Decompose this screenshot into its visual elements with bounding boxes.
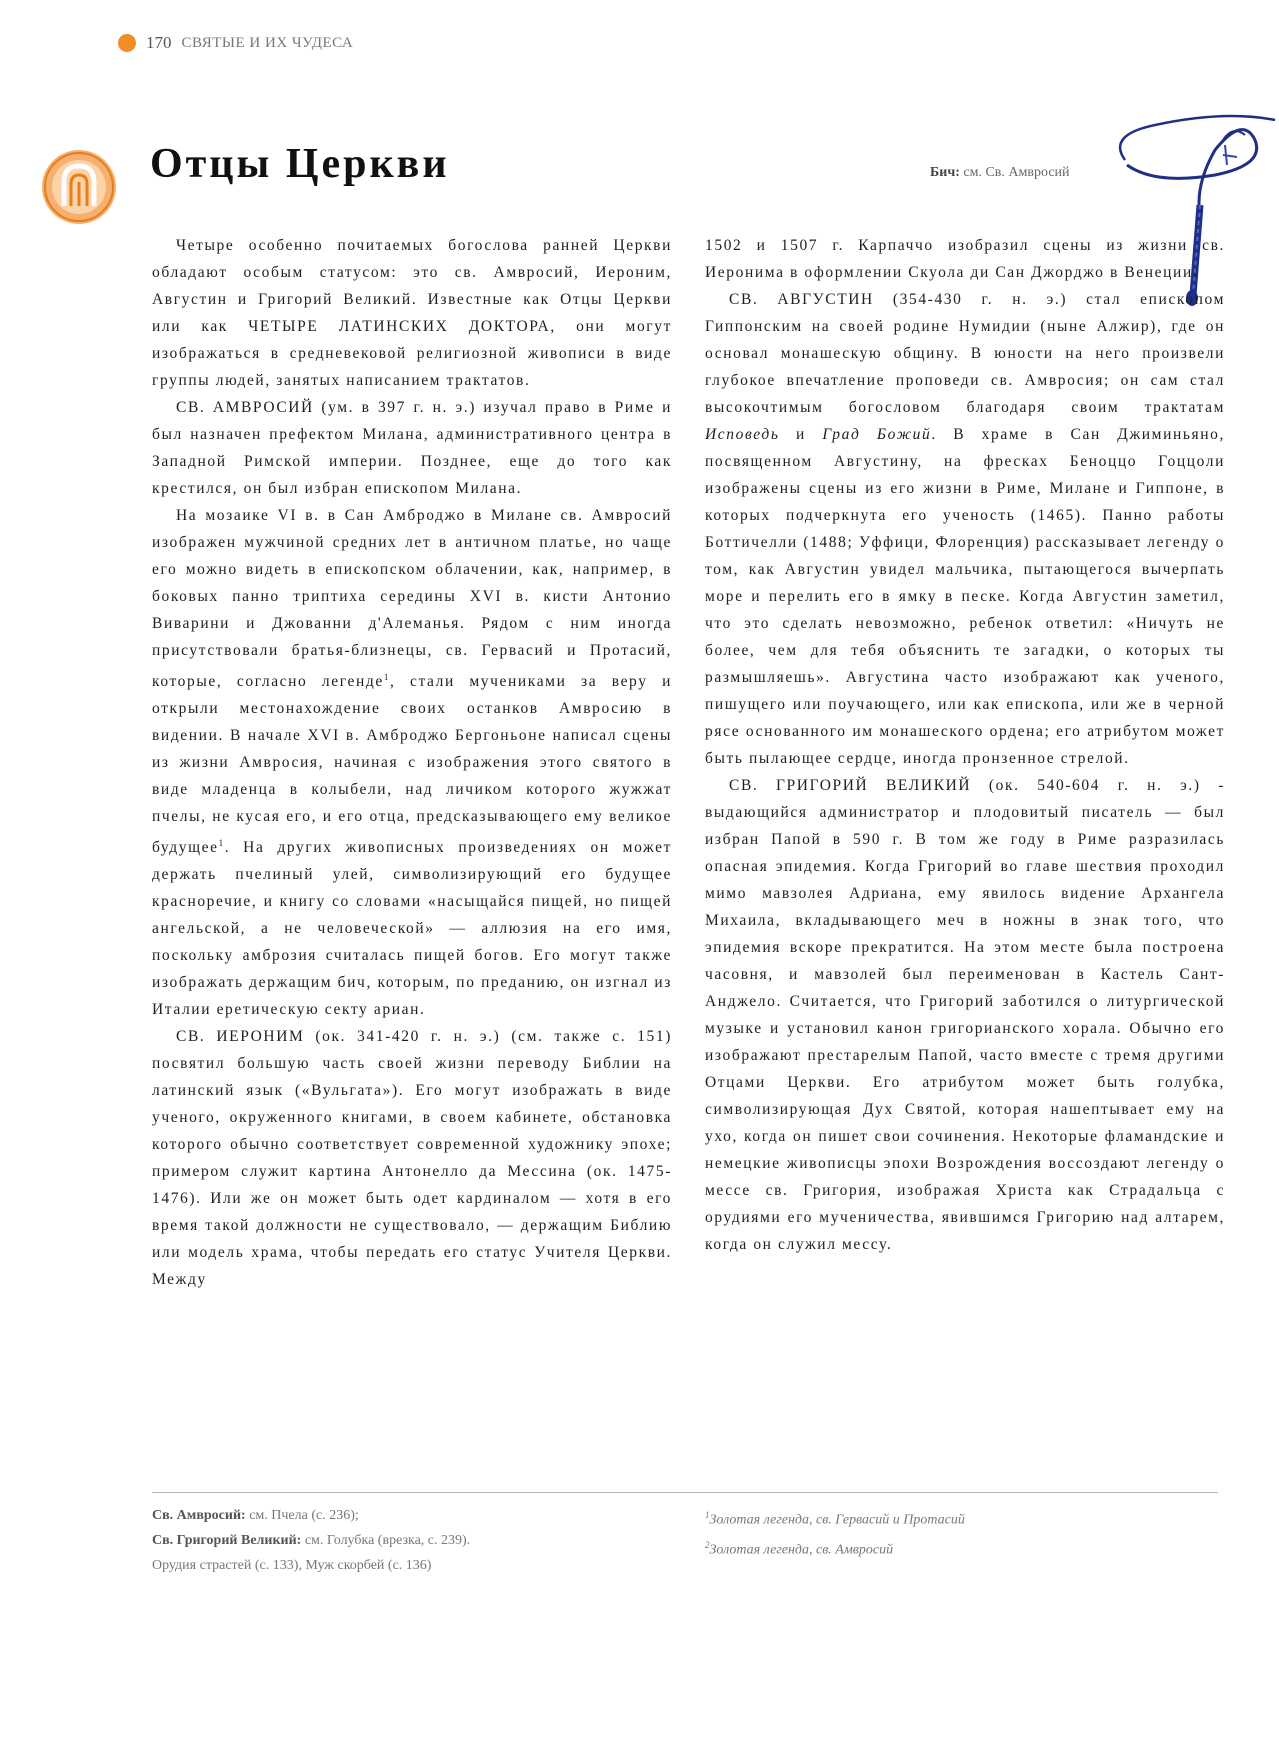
left-column <box>152 232 672 1293</box>
footnote-text: Золотая легенда, св. Амвросий <box>709 1542 894 1558</box>
footnote-number: 2 <box>705 1539 710 1550</box>
xref-line: Орудия страстей (с. 133), Муж скорбей (с. 136) <box>152 1558 432 1573</box>
ambrose-text-3: . На других живописных произведениях он может держать пчелиный улей, символизирующий его будущее красноречие, и книгу со словами «насыщайся пищей, но пищей ангельской, а не человеческой» — аллюзия на его имя, поскольку амброзия считалась пищей богов. Его могут также изображать держащим бич, которым, по преданию, он изгнал из Италии еретическую секту ариан. <box>152 839 672 1019</box>
conjunction: и <box>795 426 806 443</box>
footnote-text: Золотая легенда, св. Гервасий и Протасий <box>709 1512 965 1528</box>
paragraph-jerome-cont: 1502 и 1507 г. Карпаччо изобразил сцены из жизни св. Иеронима в оформлении Скуола ди Сан Джорджо в Венеции. <box>705 237 1225 281</box>
page-number: 170 <box>146 33 172 52</box>
paragraph-gregory: СВ. ГРИГОРИЙ ВЕЛИКИЙ (ок. 540-604 г. н. э.) - выдающийся администратор и плодовитый писатель — был избран Папой в 590 г. В том же году в Риме разразилась опасная эпидемия. Когда Григорий во главе шествия проходил мимо мавзолея Адриана, ему явилось видение Архангела Михаила, вкладывающего меч в ножны в знак того, что эпидемия вскоре прекратится. На этом месте была построена часовня, и мавзолей был переименован в Кастель Сант-Анджело. Считается, что Григорий заботился о литургической музыке и установил канон григорианского хорала. Обычно его изображают престарелым Папой, часто вместе с тремя другими Отцами Церкви. Его атрибутом может быть голубка, символизирующая Дух Святой, которая нашептывает ему на ухо, когда он пишет свои сочинения. Некоторые фламандские и немецкие живописцы эпохи Возрождения воссоздают легенду о мессе св. Григория, изображая Христа как Страдальца с орудиями его мученичества, явившимся Григорию над алтарем, когда он служил мессу. <box>705 777 1225 1253</box>
footnote-mark: 1 <box>383 672 390 682</box>
paragraph-ambrose: СВ. АМВРОСИЙ (ум. в 397 г. н. э.) изучал право в Риме и был назначен префектом Милана, административного центра в Западной Римской империи. Позднее, еще до того как крестился, он был избран епископом Милана. <box>152 399 672 497</box>
xref-text: см. Пчела (с. 236); <box>249 1508 359 1523</box>
xref-line <box>152 1503 470 1528</box>
footnote <box>705 1533 965 1563</box>
book-title: Исповедь <box>705 426 780 443</box>
attribute-text: см. Св. Амвросий <box>963 165 1070 180</box>
augustine-text-1: СВ. АВГУСТИН (354-430 г. н. э.) стал епископом Гиппонским на своей родине Нумидии (ныне Алжир), где он основал монашескую общину. В юности на него произвели глубокое впечатление проповеди св. Амвросия; он сам стал высокочтимым богословом благодаря своим трактатам <box>705 291 1225 416</box>
saint-emblem-icon <box>40 148 118 226</box>
xref-text: см. Голубка (врезка, с. 239). <box>304 1533 471 1548</box>
augustine-text-2: . В храме в Сан Джиминьяно, посвященном Августину, на фресках Беноццо Гоццоли изображены сцены из его жизни в Риме, Милане и Гиппоне, в которых подчеркнута его ученость (1465). Панно работы Боттичелли (1488; Уффици, Флоренция) рассказывает легенду о том, как Августин увидел мальчика, пытающегося вычерпать море и перелить его в ямку в песке. Когда Августин заметил, что это сделать невозможно, ребенок ответил: «Ничуть не более, чем для тебя объяснить те загадки, о которых ты размышляешь». Августина часто изображают как ученого, пишущего или поучающего, или как епископа, или же в черной рясе основанного им монашеского ордена; его атрибутом может быть пылающее сердце, иногда пронзенное стрелой. <box>705 426 1225 767</box>
footer-rule <box>152 1492 1218 1493</box>
xref-label: Св. Амвросий: <box>152 1508 246 1523</box>
running-title: СВЯТЫЕ И ИХ ЧУДЕСА <box>181 34 354 51</box>
attribute-caption <box>930 165 1070 181</box>
footnotes <box>705 1503 965 1562</box>
ambrose-text-2: , стали мучениками за веру и открыли местонахождение своих останков Амвросию в видении. В начале XVI в. Амброджо Бергоньоне написал сцены из жизни Амвросия, начиная с изображения этого святого в виде младенца в колыбели, над личиком которого жужжат пчелы, не кусая его, и его отца, предсказывающего ему великое будущее <box>152 673 672 857</box>
cross-references <box>152 1503 470 1578</box>
attribute-label: Бич: <box>930 165 960 180</box>
xref-label: Св. Григорий Великий: <box>152 1533 302 1548</box>
right-column <box>705 232 1225 1258</box>
xref-line <box>152 1528 470 1553</box>
paragraph-ambrose-imagery <box>152 502 672 1023</box>
paragraph-intro: Четыре особенно почитаемых богослова ранней Церкви обладают особым статусом: это св. Амвросий, Иероним, Августин и Григорий Великий. Известные как Отцы Церкви или как ЧЕТЫРЕ ЛАТИНСКИХ ДОКТОРА, они могут изображаться в средневековой религиозной живописи в виде группы людей, занятых написанием трактатов. <box>152 237 672 389</box>
paragraph-jerome: СВ. ИЕРОНИМ (ок. 341-420 г. н. э.) (см. также с. 151) посвятил большую часть своей жизни переводу Библии на латинский язык («Вульгата»). Его могут изображать в виде ученого, окруженного книгами, в своем кабинете, обстановка которого обычно соответствует современной художнику эпохе; примером служит картина Антонелло да Мессина (ок. 1475-1476). Или же он может быть одет кардиналом — хотя в его время такой должности не существовало, — держащим Библию или модель храма, чтобы передать его статус Учителя Церкви. Между <box>152 1028 672 1289</box>
ambrose-text-1: На мозаике VI в. в Сан Амброджо в Милане св. Амвросий изображен мужчиной средних лет в античном платье, но чаще его можно видеть в епископском облачении, как, например, в боковых панно триптиха середины XVI в. кисти Антонио Виварини и Джованни д'Алеманья. Рядом с ним иногда присутствовали братья-близнецы, св. Гервасий и Протасий, которые, согласно легенде <box>152 507 672 691</box>
circle-bullet-icon <box>118 34 136 52</box>
paragraph-augustine <box>705 286 1225 772</box>
page-title: Отцы Церкви <box>150 141 450 187</box>
footnote-number: 1 <box>705 1510 710 1520</box>
footnote-mark: 1 <box>218 838 225 849</box>
footnote <box>705 1503 965 1533</box>
book-title: Град Божий <box>822 426 932 443</box>
page-header <box>118 33 353 53</box>
